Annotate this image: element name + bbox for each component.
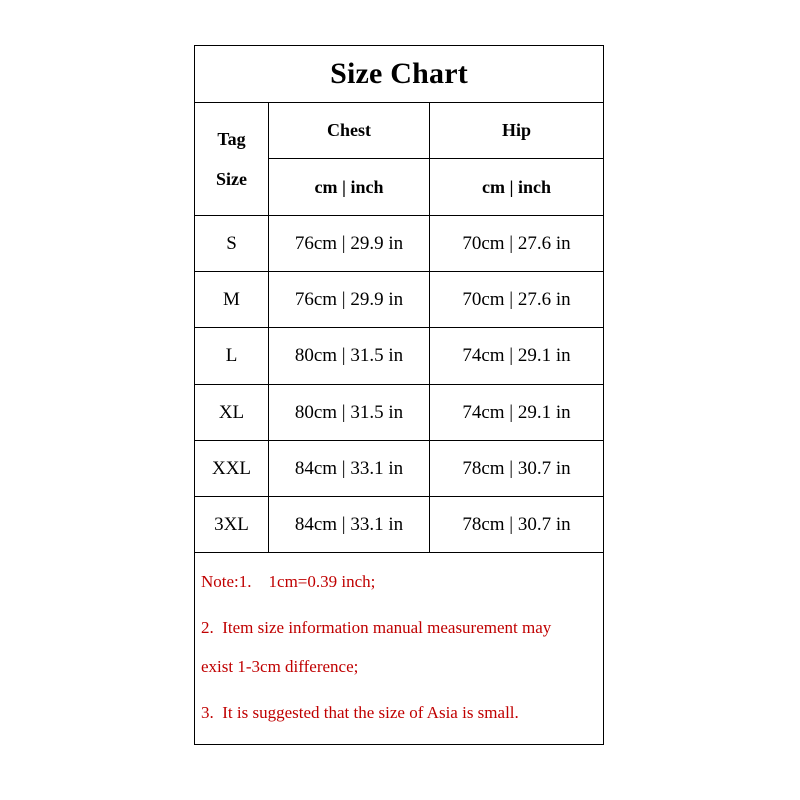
chest-header-label: Chest <box>327 120 371 140</box>
note-line: Note:1. 1cm=0.39 inch; <box>201 572 376 591</box>
size-chart-table <box>194 45 604 745</box>
chest-cell: 80cm | 31.5 in <box>294 345 404 366</box>
hip-header-label: Hip <box>501 120 531 140</box>
hip-cell: 74cm | 29.1 in <box>462 401 571 423</box>
chest-cell: 76cm | 29.9 in <box>294 232 404 254</box>
tag-cell: XL <box>218 401 245 423</box>
tag-cell: 3XL <box>214 513 249 535</box>
hip-cell: 78cm | 30.7 in <box>462 457 571 479</box>
tag-size-label-2: Size <box>216 169 247 189</box>
tag-cell: L <box>225 345 238 366</box>
hip-header <box>430 103 603 158</box>
tag-cell: XXL <box>211 457 252 479</box>
chest-cell: 76cm | 29.9 in <box>294 288 404 310</box>
page-title: Size Chart <box>330 57 468 90</box>
note-line: 3. It is suggested that the size of Asia is small. <box>201 703 519 722</box>
note-line: exist 1-3cm difference; <box>201 657 359 676</box>
grid-line <box>268 158 603 159</box>
chest-cell: 84cm | 33.1 in <box>294 513 404 535</box>
grid-line <box>268 102 269 552</box>
tag-size-header <box>195 103 268 215</box>
chest-cell: 84cm | 33.1 in <box>294 457 404 479</box>
note-line: 2. Item size information manual measurement may <box>201 618 552 637</box>
tag-cell: M <box>223 288 240 310</box>
chest-unit-label: cm | inch <box>314 176 384 197</box>
hip-unit-label: cm | inch <box>482 176 551 197</box>
grid-line <box>195 496 603 497</box>
tag-size-label-1: Tag <box>217 129 246 149</box>
tag-cell: S <box>226 232 237 254</box>
hip-cell: 74cm | 29.1 in <box>462 345 571 366</box>
chest-unit-header <box>269 159 429 215</box>
hip-cell: 70cm | 27.6 in <box>462 288 571 310</box>
title-row <box>195 46 603 103</box>
chest-header <box>269 103 429 158</box>
hip-cell: 70cm | 27.6 in <box>462 232 571 254</box>
grid-line <box>195 215 603 216</box>
grid-line <box>195 271 603 272</box>
grid-line <box>195 384 603 385</box>
grid-line <box>195 552 603 553</box>
grid-line <box>195 327 603 328</box>
grid-line <box>195 440 603 441</box>
hip-cell: 78cm | 30.7 in <box>462 513 571 535</box>
chest-cell: 80cm | 31.5 in <box>294 401 404 423</box>
hip-unit-header <box>430 159 603 215</box>
grid-line <box>429 102 430 552</box>
